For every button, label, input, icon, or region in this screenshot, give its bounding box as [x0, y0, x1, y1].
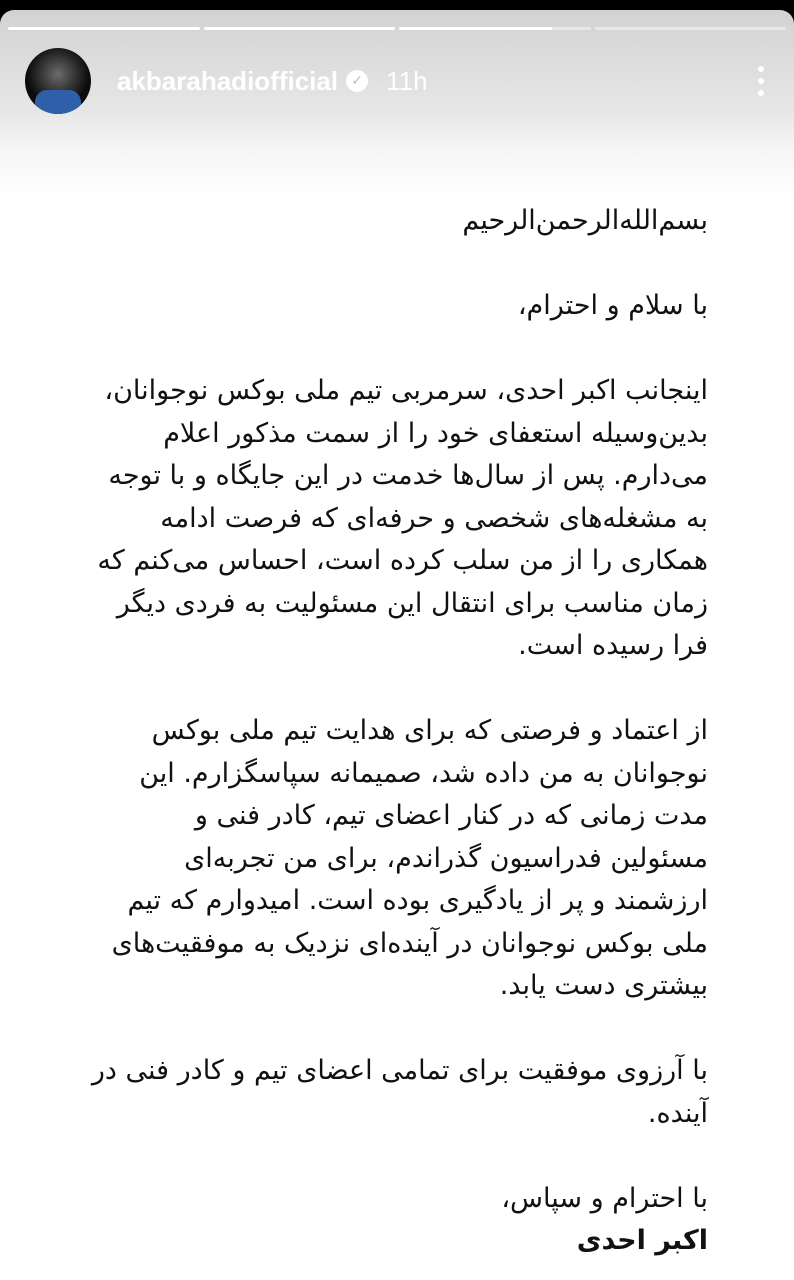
avatar[interactable] [25, 48, 91, 114]
text-line: می‌دارم. پس از سال‌ها خدمت در این جایگاه و با توجه [108, 460, 708, 491]
text-line: مسئولین فدراسیون گذراندم، برای من تجربه‌ای [184, 842, 708, 874]
text-line: مدت زمانی که در کنار اعضای تیم، کادر فنی و [194, 800, 708, 831]
closing: با احترام و سپاس، [501, 1182, 708, 1214]
post-time: 11h [386, 65, 428, 96]
resignation-letter [80, 200, 708, 1263]
text-line: ارزشمند و پر از یادگیری بوده است. امیدوارم که تیم [127, 885, 708, 916]
signature: اکبر احدی [576, 1225, 708, 1256]
text-line: ملی بوکس نوجوانان در آینده‌ای نزدیک به موفقیت‌های [111, 927, 708, 959]
verified-badge-icon: ✓ [346, 70, 368, 92]
text-line: از اعتماد و فرصتی که برای هدایت تیم ملی بوکس [151, 715, 708, 746]
text-line: فرا رسیده است. [518, 630, 708, 661]
progress-segment [595, 27, 787, 30]
paragraph-2 [80, 710, 708, 1008]
progress-segment [8, 27, 200, 30]
paragraph-3 [80, 1050, 708, 1135]
progress-segment [204, 27, 396, 30]
text-line: نوجوانان به من داده شد، صمیمانه سپاسگزارم. این [139, 757, 708, 789]
text-line: آینده. [647, 1097, 708, 1129]
story-header [25, 48, 764, 114]
greeting: با سلام و احترام، [517, 290, 708, 321]
text-line: همکاری را از من سلب کرده است، احساس می‌کنم که [97, 545, 708, 576]
story-progress [8, 27, 786, 30]
text-line: بیشتری دست یابد. [499, 970, 708, 1001]
text-line: اینجانب اکبر احدی، سرمربی تیم ملی بوکس نوجوانان، [104, 375, 708, 406]
text-line: به مشغله‌های شخصی و حرفه‌ای که فرصت ادامه [160, 502, 708, 534]
progress-segment [399, 27, 591, 30]
text-line: بدین‌وسیله استعفای خود را از سمت مذکور اعلام [163, 417, 708, 449]
more-options-icon[interactable] [758, 63, 764, 99]
username[interactable]: akbarahadiofficial [117, 65, 339, 96]
story-viewer[interactable] [0, 10, 794, 1280]
paragraph-1 [80, 370, 708, 668]
text-line: با آرزوی موفقیت برای تمامی اعضای تیم و کادر فنی در [91, 1055, 708, 1086]
basmala: بسم‌الله‌الرحمن‌الرحیم [462, 205, 708, 236]
text-line: زمان مناسب برای انتقال این مسئولیت به فردی دیگر [116, 587, 708, 619]
